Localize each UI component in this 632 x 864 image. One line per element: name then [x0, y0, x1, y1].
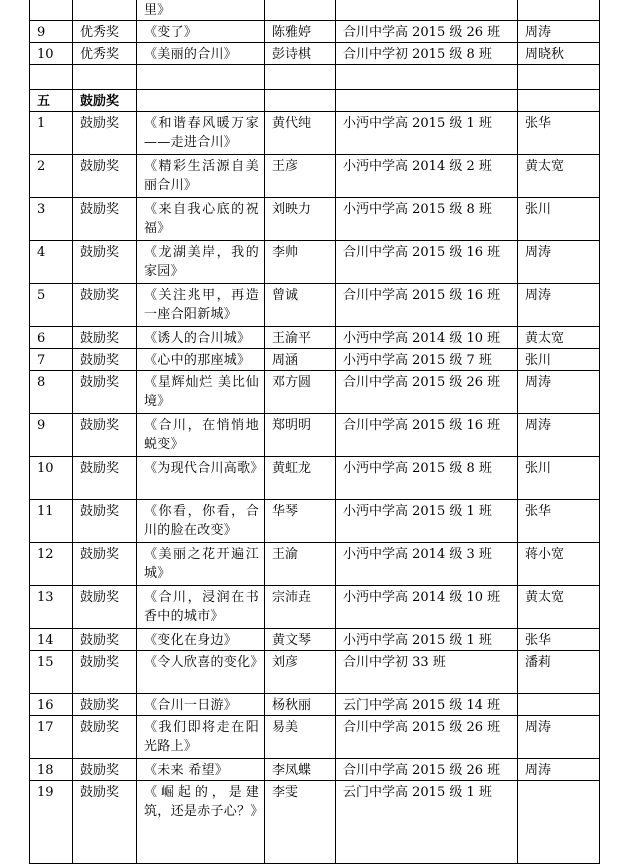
- teacher-cell: 黄太宽: [518, 155, 600, 198]
- table-row: [30, 586, 600, 629]
- no-cell: 10: [30, 43, 73, 65]
- title-cell: [137, 90, 265, 112]
- award-cell: 鼓励奖: [73, 694, 137, 716]
- award-cell: 鼓励奖: [73, 543, 137, 586]
- title-cell: 《崛起的，是建筑，还是赤子心？》: [137, 781, 265, 864]
- school-cell: [336, 90, 518, 112]
- school-cell: [336, 65, 518, 90]
- no-cell: 14: [30, 629, 73, 651]
- title-cell: 《我们即将走在阳光路上》: [137, 716, 265, 759]
- no-cell: 9: [30, 414, 73, 457]
- title-cell: [137, 65, 265, 90]
- teacher-cell: 周涛: [518, 284, 600, 327]
- title-cell: 《令人欣喜的变化》: [137, 651, 265, 694]
- no-cell: 11: [30, 500, 73, 543]
- teacher-cell: [518, 694, 600, 716]
- table-row: [30, 716, 600, 759]
- no-cell: 18: [30, 759, 73, 781]
- no-cell: 13: [30, 586, 73, 629]
- author-cell: 邓方圆: [265, 371, 336, 414]
- title-cell: 《精彩生活源自美丽合川》: [137, 155, 265, 198]
- author-cell: 彭诗棋: [265, 43, 336, 65]
- author-cell: 王渝: [265, 543, 336, 586]
- award-cell: 鼓励奖: [73, 241, 137, 284]
- table-row: [30, 0, 600, 21]
- school-cell: 合川中学高 2015 级 26 班: [336, 716, 518, 759]
- school-cell: 小沔中学高 2015 级 8 班: [336, 198, 518, 241]
- title-cell: 《为现代合川高歌》: [137, 457, 265, 500]
- teacher-cell: 张川: [518, 198, 600, 241]
- award-cell: 鼓励奖: [73, 629, 137, 651]
- teacher-cell: 周晓秋: [518, 43, 600, 65]
- author-cell: 王彦: [265, 155, 336, 198]
- school-cell: [336, 0, 518, 21]
- author-cell: [265, 0, 336, 21]
- title-cell: 《你看，你看，合川的脸在改变》: [137, 500, 265, 543]
- award-list-body: [30, 0, 600, 864]
- school-cell: 小沔中学高 2015 级 1 班: [336, 112, 518, 155]
- table-row: [30, 414, 600, 457]
- award-cell: 鼓励奖: [73, 349, 137, 371]
- teacher-cell: 张华: [518, 112, 600, 155]
- school-cell: 云门中学高 2015 级 14 班: [336, 694, 518, 716]
- title-cell: 《美丽之花开遍江城》: [137, 543, 265, 586]
- author-cell: 刘彦: [265, 651, 336, 694]
- no-cell: 7: [30, 349, 73, 371]
- author-cell: 李雯: [265, 781, 336, 864]
- award-cell: 鼓励奖: [73, 198, 137, 241]
- award-cell: 鼓励奖: [73, 112, 137, 155]
- table-row: [30, 112, 600, 155]
- table-row: [30, 651, 600, 694]
- school-cell: 小沔中学高 2015 级 1 班: [336, 500, 518, 543]
- award-cell: 鼓励奖: [73, 500, 137, 543]
- school-cell: 小沔中学高 2014 级 10 班: [336, 586, 518, 629]
- teacher-cell: 周涛: [518, 414, 600, 457]
- table-row: [30, 371, 600, 414]
- table-row: [30, 284, 600, 327]
- award-list-table: [29, 0, 600, 864]
- school-cell: 合川中学高 2015 级 16 班: [336, 241, 518, 284]
- no-cell: 2: [30, 155, 73, 198]
- author-cell: 陈雅婷: [265, 21, 336, 43]
- author-cell: [265, 90, 336, 112]
- school-cell: 小沔中学高 2015 级 7 班: [336, 349, 518, 371]
- teacher-cell: 周涛: [518, 716, 600, 759]
- author-cell: 黄虹龙: [265, 457, 336, 500]
- school-cell: 合川中学高 2015 级 26 班: [336, 21, 518, 43]
- teacher-cell: [518, 65, 600, 90]
- author-cell: [265, 65, 336, 90]
- title-cell: 《心中的那座城》: [137, 349, 265, 371]
- school-cell: 合川中学初 33 班: [336, 651, 518, 694]
- no-cell: 15: [30, 651, 73, 694]
- title-cell: 《美丽的合川》: [137, 43, 265, 65]
- school-cell: 合川中学高 2015 级 26 班: [336, 371, 518, 414]
- school-cell: 小沔中学高 2015 级 8 班: [336, 457, 518, 500]
- school-cell: 合川中学高 2015 级 16 班: [336, 284, 518, 327]
- title-cell: 《合川，浸润在书香中的城市》: [137, 586, 265, 629]
- table-row: [30, 43, 600, 65]
- author-cell: 华琴: [265, 500, 336, 543]
- award-cell: 鼓励奖: [73, 155, 137, 198]
- title-cell: 《龙湖美岸，我的家园》: [137, 241, 265, 284]
- teacher-cell: [518, 781, 600, 864]
- table-row: [30, 349, 600, 371]
- award-cell: 鼓励奖: [73, 284, 137, 327]
- school-cell: 小沔中学高 2015 级 1 班: [336, 629, 518, 651]
- table-row: [30, 759, 600, 781]
- no-cell: [30, 65, 73, 90]
- school-cell: 合川中学高 2015 级 26 班: [336, 759, 518, 781]
- title-cell: 《变化在身边》: [137, 629, 265, 651]
- section-number-cell: 五: [30, 90, 73, 112]
- title-cell: 《合川，在悄悄地蜕变》: [137, 414, 265, 457]
- teacher-cell: 张华: [518, 629, 600, 651]
- teacher-cell: 黄太宽: [518, 586, 600, 629]
- table-row: [30, 694, 600, 716]
- table-row: [30, 198, 600, 241]
- award-cell: 鼓励奖: [73, 759, 137, 781]
- author-cell: 宗沛垚: [265, 586, 336, 629]
- award-cell: 鼓励奖: [73, 414, 137, 457]
- award-cell: [73, 65, 137, 90]
- teacher-cell: 潘莉: [518, 651, 600, 694]
- title-cell: 《合川一日游》: [137, 694, 265, 716]
- author-cell: 杨秋丽: [265, 694, 336, 716]
- award-cell: 鼓励奖: [73, 327, 137, 349]
- no-cell: 4: [30, 241, 73, 284]
- teacher-cell: [518, 0, 600, 21]
- author-cell: 黄代纯: [265, 112, 336, 155]
- teacher-cell: 黄太宽: [518, 327, 600, 349]
- award-cell: 鼓励奖: [73, 716, 137, 759]
- teacher-cell: 周涛: [518, 759, 600, 781]
- no-cell: 9: [30, 21, 73, 43]
- table-row: [30, 543, 600, 586]
- title-cell: 《关注兆甲，再造一座合阳新城》: [137, 284, 265, 327]
- teacher-cell: 张川: [518, 349, 600, 371]
- section-row: [30, 90, 600, 112]
- title-cell: 《星辉灿烂 美比仙境》: [137, 371, 265, 414]
- award-cell: 鼓励奖: [73, 651, 137, 694]
- table-row: [30, 65, 600, 90]
- author-cell: 曾诚: [265, 284, 336, 327]
- author-cell: 王渝平: [265, 327, 336, 349]
- author-cell: 易美: [265, 716, 336, 759]
- author-cell: 李帅: [265, 241, 336, 284]
- award-cell: 优秀奖: [73, 43, 137, 65]
- author-cell: 周涵: [265, 349, 336, 371]
- author-cell: 郑明明: [265, 414, 336, 457]
- award-cell: [73, 0, 137, 21]
- author-cell: 李凤蝶: [265, 759, 336, 781]
- teacher-cell: 张川: [518, 457, 600, 500]
- title-cell: 《来自我心底的祝福》: [137, 198, 265, 241]
- table-row: [30, 500, 600, 543]
- award-cell: 鼓励奖: [73, 371, 137, 414]
- school-cell: 合川中学高 2015 级 16 班: [336, 414, 518, 457]
- award-cell: 优秀奖: [73, 21, 137, 43]
- teacher-cell: 张华: [518, 500, 600, 543]
- teacher-cell: 周涛: [518, 371, 600, 414]
- teacher-cell: 周涛: [518, 241, 600, 284]
- title-cell: 《和谐春风暖万家——走进合川》: [137, 112, 265, 155]
- no-cell: 6: [30, 327, 73, 349]
- table-row: [30, 327, 600, 349]
- award-cell: 鼓励奖: [73, 457, 137, 500]
- teacher-cell: 蒋小宽: [518, 543, 600, 586]
- title-cell: 《变了》: [137, 21, 265, 43]
- no-cell: 16: [30, 694, 73, 716]
- school-cell: 合川中学初 2015 级 8 班: [336, 43, 518, 65]
- table-row: [30, 21, 600, 43]
- author-cell: 刘映力: [265, 198, 336, 241]
- section-name-cell: 鼓励奖: [73, 90, 137, 112]
- school-cell: 云门中学高 2015 级 1 班: [336, 781, 518, 864]
- no-cell: [30, 0, 73, 21]
- no-cell: 5: [30, 284, 73, 327]
- title-cell: 《未来 希望》: [137, 759, 265, 781]
- award-cell: 鼓励奖: [73, 781, 137, 864]
- no-cell: 19: [30, 781, 73, 864]
- school-cell: 小沔中学高 2014 级 10 班: [336, 327, 518, 349]
- no-cell: 3: [30, 198, 73, 241]
- table-row: [30, 155, 600, 198]
- no-cell: 1: [30, 112, 73, 155]
- teacher-cell: [518, 90, 600, 112]
- table-row: [30, 241, 600, 284]
- school-cell: 小沔中学高 2014 级 3 班: [336, 543, 518, 586]
- teacher-cell: 周涛: [518, 21, 600, 43]
- table-row: [30, 781, 600, 864]
- no-cell: 8: [30, 371, 73, 414]
- author-cell: 黄文琴: [265, 629, 336, 651]
- no-cell: 17: [30, 716, 73, 759]
- title-cell: 《诱人的合川城》: [137, 327, 265, 349]
- school-cell: 小沔中学高 2014 级 2 班: [336, 155, 518, 198]
- no-cell: 10: [30, 457, 73, 500]
- table-row: [30, 457, 600, 500]
- award-cell: 鼓励奖: [73, 586, 137, 629]
- no-cell: 12: [30, 543, 73, 586]
- title-cell: 里》: [137, 0, 265, 21]
- table-row: [30, 629, 600, 651]
